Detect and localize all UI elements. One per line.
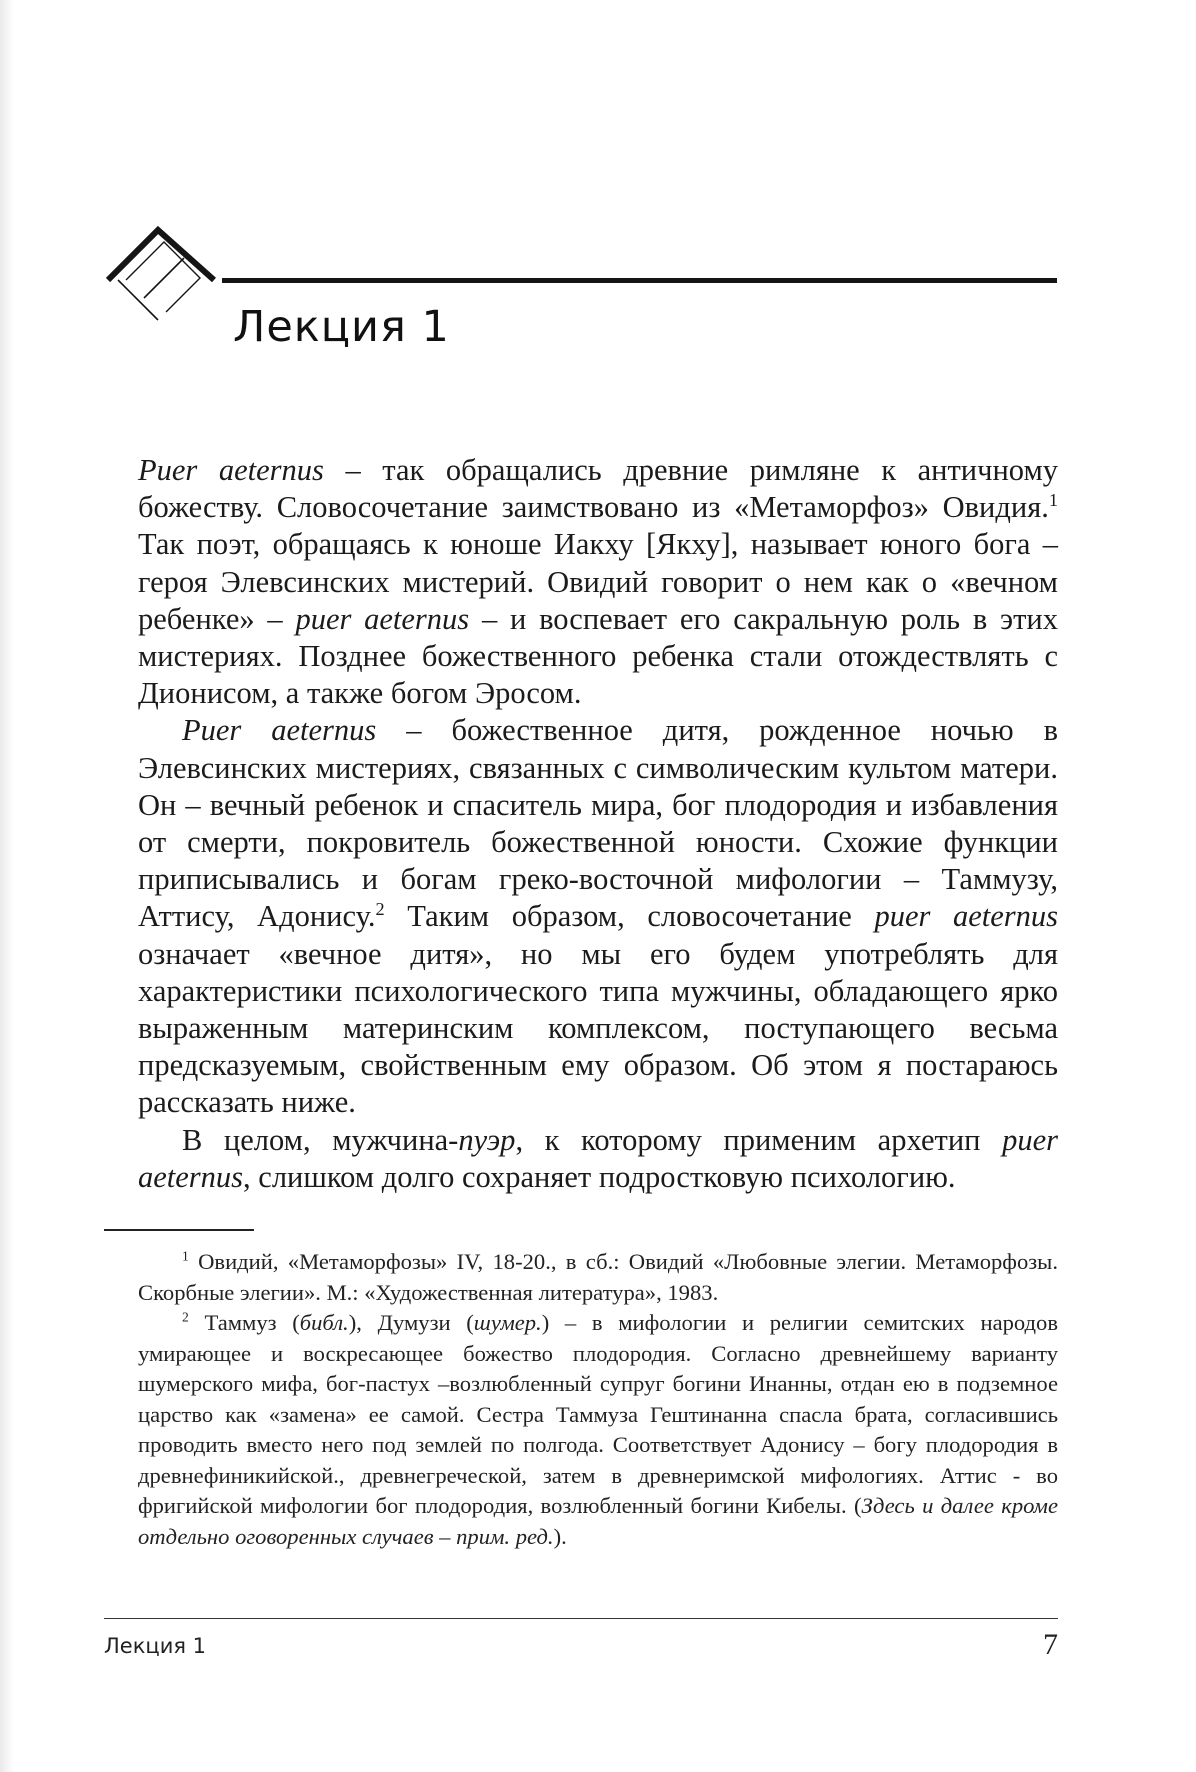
footnote-separator [104, 1229, 254, 1231]
latin-term: Puer aeternus [138, 453, 324, 487]
editor-note: Здесь и далее кроме отдельно оговоренных случаев – прим. ред. [138, 1493, 1059, 1549]
footnote-1: $^1$ Овидий, «Метаморфозы» IV, 18-20., в сб.: Овидий «Любовные элегии. Метаморфозы. Скорбные элегии». М.: «Художественная литература», 1983. [138, 1248, 1058, 1305]
footnote-ref-1[interactable]: 1 [1048, 490, 1058, 511]
footnotes [138, 1247, 1058, 1552]
page-number: 7 [1043, 1628, 1058, 1661]
scan-edge-shadow [0, 0, 14, 1772]
running-footer: Лекция 1 [104, 1634, 207, 1658]
footer-rule [104, 1618, 1058, 1619]
footnote-2: $^2$ Таммуз (библ.), Думузи (шумер.) – в мифологии и религии семитских народов умирающее и воскресающее божество плодородия. Согласно древнейшему варианту шумерского мифа, бог-пастух –возлюбленный супруг богини Инанны, отдан ею в подземное царство как «замена» ее самой. Сестра Таммуза Гештинанна спасла брата, согласившись проводить вместо него под землей по полгода. Соответствует Адонису – богу плодородия в древнефиникийской., древнегреческой, затем в древнеримской мифологиях. Аттис - во фригийской мифологии бог плодородия, возлюбленный богини Кибелы. (Здесь и далее кроме отдельно оговоренных случаев – прим. ред.). [138, 1309, 1059, 1549]
body-text [138, 452, 1058, 1196]
paragraph-3: В целом, мужчина-пуэр, к которому применим архетип puer aeternus, слишком долго сохраняет подростковую психологию. [138, 1122, 1058, 1194]
latin-term: puer aeternus [295, 601, 470, 636]
chapter-heading-rule [222, 278, 1057, 283]
paragraph-1: Puer aeternus – так обращались древние римляне к античному божеству. Словосочетание заимствовано из «Метаморфоз» Овидия.$^1$ Так поэт, обращаясь к юноше Иакху [Якху], называет юного бога – героя Элевсинских мистерий. Овидий говорит о нем как о «вечном ребенке» – puer aeternus – и воспевает его сакральную роль в этих мистериях. Позднее божественного ребенка стали отождествлять с Дионисом, а также богом Эросом. [138, 453, 1058, 711]
latin-term: Puer aeternus [182, 713, 377, 748]
paragraph-2: Puer aeternus – божественное дитя, рожденное ночью в Элевсинских мистериях, связанных с символическим культом матери. Он – вечный ребенок и спаситель мира, бог плодородия и избавления от смерти, покровитель божественной юности. Схожие функции приписывались и богам греко-восточной мифологии – Таммузу, Аттису, Адонису.$^2$ Таким образом, словосочетание puer aeternus означает «вечное дитя», но мы его будем употреблять для характеристики психологического типа мужчины, обладающего ярко выраженным материнским комплексом, поступающего весьма предсказуемым, свойственным ему образом. Об этом я постараюсь рассказать ниже. [138, 713, 1059, 1120]
footnote-number: 1 [182, 1248, 189, 1264]
latin-term: puer aeternus [874, 899, 1059, 934]
chapter-ornament-icon [104, 222, 244, 362]
chapter-title: Лекция 1 [233, 302, 450, 352]
latin-term: puer aeternus [138, 1122, 1058, 1194]
footnote-ref-2[interactable]: 2 [375, 899, 385, 920]
footnote-number: 2 [182, 1309, 189, 1325]
term-puer: пуэр [458, 1122, 516, 1157]
